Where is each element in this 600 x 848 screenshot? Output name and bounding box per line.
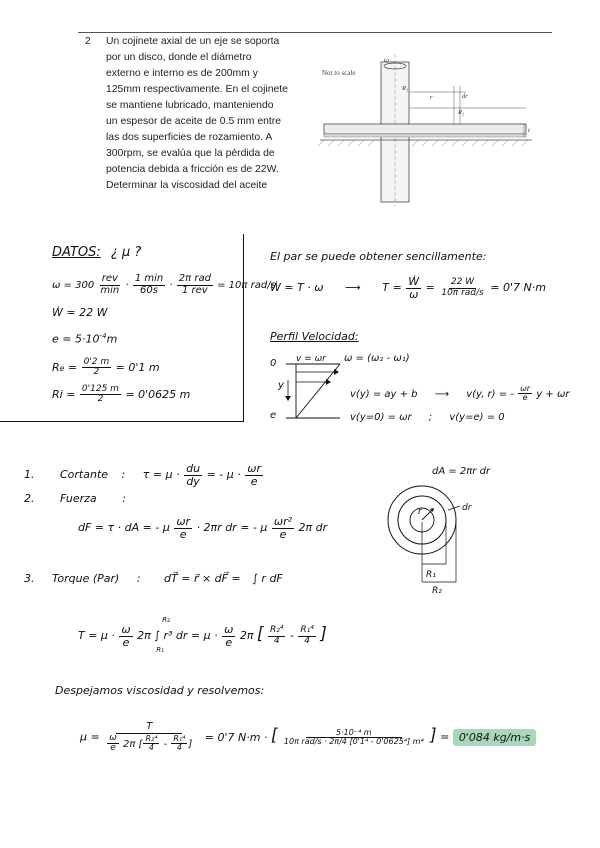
t-dim-label: t [528,127,530,134]
annulus-r1: R₁ [426,570,436,580]
power-value: Ẇ = 22 W [52,306,108,319]
datos-box-border [243,234,244,422]
step-2-title: 2. Fuerza : [24,492,126,505]
problem-line: 125mm respectivamente. En el cojinete [106,84,288,95]
problem-line: potencia debida a fricción es de 22W. [106,164,279,175]
annulus-sketch [380,480,490,595]
problem-line: se mantiene lubricado, manteniendo [106,100,274,111]
profile-v-label: v = ωr [296,354,326,364]
datos-box-bottom [0,421,244,422]
profile-e: e [270,410,277,421]
problem-line: un espesor de aceite de 0.5 mm entre [106,116,282,127]
datos-title [52,245,141,260]
inner-radius: Ri = $\frac{0'125 m}{2}$ = 0'0625 m [52,384,191,405]
result-badge: 0'084 kg/m·s [453,729,537,746]
step-3: 3. Torque (Par) : dT⃗ = r⃗ × dF⃗ = ∫ r dF [24,572,283,585]
torque-equation: Ẇ = T · ω ⟶ T = $\frac{\text{Ẇ}}{\omega}$ = $\frac{22 W}{\text{10π rad/s}}$ = 0'7 N·m [270,275,546,301]
annulus-r: r [418,507,422,517]
omega-label: ω [384,56,389,64]
integral-bound-lo: R₁ [156,646,164,655]
problem-line: las dos superficies de rozamiento. A [106,132,273,143]
integral-bound-hi: R₂ [162,616,170,625]
thickness-value: $e = 5\cdot 10^{-4}m$ [52,331,118,346]
dr-dim-label: dr [462,93,468,100]
problem-statement [106,34,306,194]
omega-difference: ω = (ω₂ - ω₁) [344,353,410,364]
problem-line: 300rpm, se evalúa que la pérdida de [106,148,275,159]
r2-dim-label: R₂ [458,109,465,116]
problem-line: externo e interno es de 200mm y [106,68,258,79]
unknown-mu: ¿ μ ? [110,245,142,260]
not-to-scale-note: Not to scale [322,69,356,77]
torque-integral: T = μ · $\frac{\omega}{e}$ 2π R₂ ∫ r³ dr R₁ = μ · $\frac{\omega}{e}$ 2π [ $\frac{\text{R₂⁴}}{4}$ - $\frac{\text{R₁⁴}}{4}$ ] [78,616,327,655]
profile-zero: 0 [270,358,277,369]
outer-radius: Re = $\frac{0'2 m}{2}$ = 0'1 m [52,357,160,378]
viscosity-equation: μ = T $\frac{\omega}{e}$ 2π [ $\frac{\text{R₂⁴}}{4}$ - $\frac{\text{R₁⁴}}{4}$ ] = 0'7 N·m · [ $\frac{\text{5·10⁻⁴ m}}{\text{10π rad/s · 2π/4 [0'1⁴ - 0'0625⁴] m⁴}}$ ] = 0'084 kg/m·s [80,722,536,753]
problem-number: 2 [85,36,91,47]
profile-y: y [278,380,284,391]
annulus-r2: R₂ [432,586,442,595]
perfil-title: Perfil Velocidad: [270,330,359,343]
torque-intro: El par se puede obtener sencillamente: [270,250,487,263]
annulus-dr: dr [462,503,472,513]
velocity-linear-eq: v(y) = ay + b ⟶ v(y, r) = - $\frac{\omega r}{e}$ y + ωr [350,384,570,403]
omega-lhs: ω = 300 [52,280,95,291]
rad-per-rev: $\frac{\text{2π rad}}{\text{1 rev}}$ [178,273,211,296]
area-element: dA = 2πr dr [432,466,491,477]
final-intro: Despejamos viscosidad y resolvemos: [55,684,265,697]
omega-conversion: ω = 300 $\frac{\text{rev}}{\min}$ · $\frac{1 \min}{60s}$ · $\frac{\text{2π rad}}{\text{1 rev}}$ = 10π rad/s [52,273,276,296]
omega-result: = 10π rad/s [217,280,276,291]
step-1: 1. Cortante : τ = μ · $\frac{du}{dy}$ = - μ · $\frac{\omega r}{e}$ [24,462,261,488]
rev-per-min: $\frac{\text{rev}}{\min}$ [100,273,120,296]
problem-line: Un cojinete axial de un eje se soporta [106,36,280,47]
r1-dim-label: R₁ [402,85,409,92]
datos-heading: DATOS: [52,245,101,260]
bearing-figure [318,48,550,208]
top-rule [78,32,552,33]
boundary-conditions: v(y=0) = ωr ; v(y=e) = 0 [350,412,505,423]
force-equation: dF = τ · dA = - μ $\frac{\omega r}{e}$ · 2πr dr = - μ $\frac{\text{ωr²}}{e}$ 2π dr [78,515,328,541]
min-per-sec: $\frac{1 \min}{60s}$ [134,273,164,296]
r-dim-label: r [430,94,433,101]
problem-line: Determinar la viscosidad del aceite [106,180,268,191]
problem-line: por un disco, donde el diámetro [106,52,252,63]
